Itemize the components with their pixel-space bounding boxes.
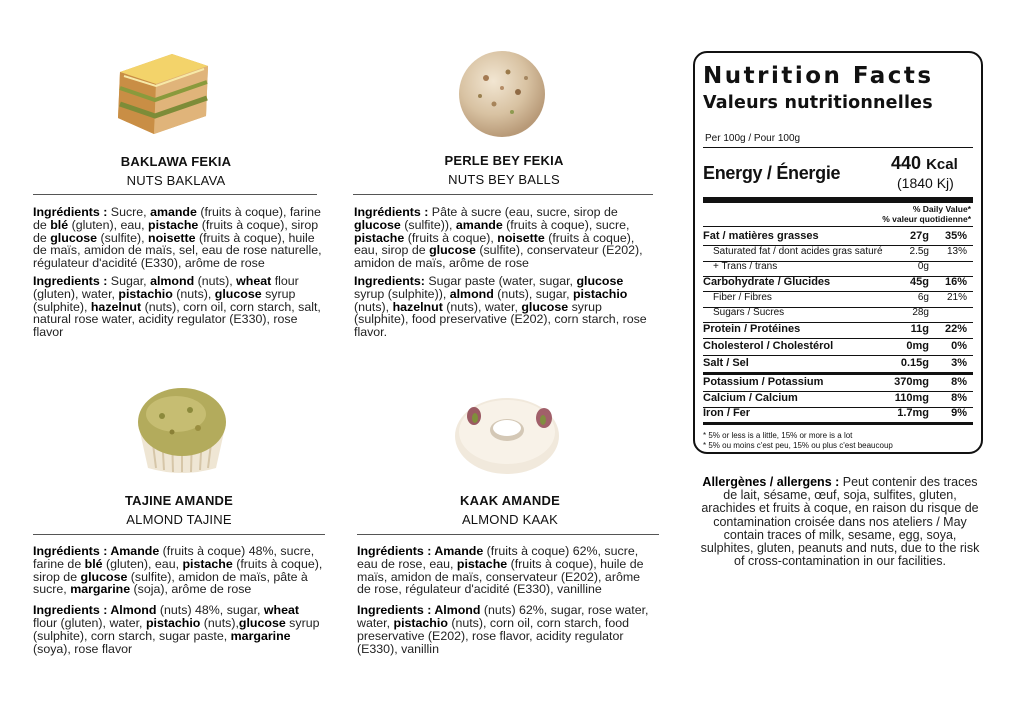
product-tajine <box>49 493 309 527</box>
ingredient-text: (nuts), <box>200 615 239 630</box>
divider <box>33 534 325 535</box>
ingredient-text: syrup (sulphite), food preservative (E202), corn starch, rose flavor. <box>354 299 647 340</box>
nutrient-daily-value: 3% <box>951 357 967 369</box>
ingredient-text: (nuts), <box>354 299 393 314</box>
nutrient-amount: 11g <box>910 323 929 335</box>
ingredient-highlight: pistache <box>354 230 405 245</box>
ingredients-en <box>357 604 653 655</box>
nutrient-daily-value: 9% <box>951 407 967 419</box>
divider <box>353 194 653 195</box>
ingredient-text: flour (gluten), water, <box>33 273 299 301</box>
ingredient-text: Pâte à sucre (eau, sucre, sirop de <box>428 205 618 219</box>
ingredient-text: Sucre, <box>107 205 151 219</box>
ingredient-text: (fruits à coque), sirop de <box>33 217 319 245</box>
ingredient-highlight: hazelnut <box>90 299 142 314</box>
nutrient-label: Potassium / Potassium <box>703 376 824 388</box>
nutrient-label: Sugars / Sucres <box>713 307 785 318</box>
divider <box>703 355 973 356</box>
ingredient-highlight: hazelnut <box>392 299 443 314</box>
ingredient-text: (soja), arôme de rose <box>130 582 252 597</box>
ingredients-block <box>33 545 323 660</box>
nutrition-title-fr: Valeurs nutritionnelles <box>703 93 933 113</box>
ingredient-text: syrup (sulphite), <box>33 286 296 314</box>
nutrient-daily-value: 21% <box>946 292 967 303</box>
product-title: PERLE BEY FEKIA <box>444 153 564 168</box>
nutrient-amount: 1.7mg <box>897 407 929 419</box>
product-title: TAJINE AMANDE <box>124 493 234 508</box>
ingredient-text: (nuts), corn oil, corn starch, salt, natural rose water, acidity regulator (E330), rose flavor <box>33 299 321 340</box>
ingredient-highlight: pistache <box>182 556 233 571</box>
nutrient-row <box>703 340 971 355</box>
product-baklawa <box>46 154 306 188</box>
nutrient-amount: 2.5g <box>909 246 929 257</box>
energy-kcal-value: 440 <box>891 153 922 173</box>
nutrition-facts-panel <box>693 51 983 454</box>
ingredient-text: (sulfite), conservateur (E202), amidon de maïs, arôme de rose <box>354 243 643 271</box>
nutrient-row <box>703 246 971 261</box>
ingredient-highlight: blé <box>84 556 103 571</box>
nutrient-amount: 6g <box>917 292 929 303</box>
daily-value-header-fr: % valeur quotidienne* <box>882 214 971 224</box>
allergen-label: Allergènes / allergens : <box>702 475 840 489</box>
nutrient-amount: 110mg <box>894 392 929 404</box>
ingredient-highlight: glucose <box>214 286 262 301</box>
ingredient-text: (nuts) 62%, sugar, rose water, water, <box>357 603 649 630</box>
ingredient-highlight: pistache <box>148 217 199 232</box>
nutrient-amount: 370mg <box>894 376 929 388</box>
ingredient-text: (fruits à coque), sirop de <box>33 556 323 584</box>
ingredient-text: (nuts), corn oil, corn starch, food preservative (E202), rose flavor, acidity regulator (E330), vanillin <box>357 615 630 656</box>
energy-kcal <box>891 153 958 174</box>
ingredient-text: (fruits à coque) 48%, sucre, farine de <box>33 544 315 571</box>
allergen-text: Peut contenir des traces de lait, sésame, œuf, soja, sulfites, gluten, arachides et fruits à coque, en raison du risque de contamination croisée dans nos ateliers / May contain traces of milk, sesame, egg, soya, sulphites, gluten, peanuts and nuts, due to the risk of cross-contamination in our facilities. <box>700 475 980 569</box>
ingredient-text: (fruits à coque), eau, sirop de <box>354 230 635 258</box>
ingredient-highlight: Ingrédients : <box>33 205 108 219</box>
nutrient-row <box>703 276 971 291</box>
nutrient-label: Cholesterol / Cholestérol <box>703 340 834 352</box>
ingredient-highlight: glucose <box>429 243 476 258</box>
nutrient-amount: 28g <box>912 307 929 318</box>
ingredient-text: (sulfite), <box>97 230 149 245</box>
ingredient-text: flour (gluten), water, <box>33 615 146 630</box>
ingredient-text: (fruits à coque), <box>404 230 498 245</box>
perle-bey-image <box>456 48 548 140</box>
nutrient-row <box>703 392 971 407</box>
ingredient-highlight: noisette <box>497 230 545 245</box>
nutrient-daily-value: 13% <box>946 246 967 257</box>
footnote-fr: * 5% ou moins c'est peu, 15% ou plus c'est beaucoup <box>703 441 893 450</box>
ingredient-highlight: Ingrédients : Amande <box>357 544 484 558</box>
product-title: BAKLAWA FEKIA <box>120 154 232 169</box>
nutrient-daily-value: 35% <box>944 230 967 242</box>
ingredients-en <box>33 604 323 655</box>
nutrient-label: Saturated fat / dont acides gras saturé <box>713 246 883 257</box>
ingredient-highlight: noisette <box>148 230 196 245</box>
ingredient-highlight: blé <box>50 217 69 232</box>
ingredient-text: (nuts), <box>172 286 215 301</box>
ingredients-block <box>354 206 650 344</box>
ingredient-highlight: wheat <box>263 603 300 618</box>
product-subtitle: ALMOND KAAK <box>461 512 559 527</box>
product-perle-bey <box>374 153 634 187</box>
ingredient-highlight: glucose <box>50 230 98 245</box>
nutrient-row <box>703 323 971 338</box>
nutrient-amount: 0mg <box>906 340 929 352</box>
ingredients-fr <box>33 206 323 270</box>
nutrient-label: Fiber / Fibres <box>713 292 772 303</box>
product-kaak <box>380 493 640 527</box>
energy-kj: (1840 Kj) <box>897 175 954 191</box>
nutrient-daily-value: 8% <box>951 376 967 388</box>
nutrient-row <box>703 357 971 372</box>
nutrient-daily-value: 8% <box>951 392 967 404</box>
ingredient-text: (soya), rose flavor <box>33 641 133 656</box>
ingredient-highlight: amande <box>455 217 503 232</box>
product-subtitle: NUTS BAKLAVA <box>126 173 226 188</box>
ingredient-highlight: pistache <box>456 556 508 571</box>
ingredients-block <box>33 206 323 344</box>
ingredient-highlight: almond <box>449 286 494 301</box>
nutrient-amount: 27g <box>910 230 929 242</box>
energy-label: Energy / Énergie <box>703 163 841 183</box>
ingredient-text: syrup (sulphite), corn starch, sugar paste, <box>33 615 320 643</box>
ingredient-text: (fruits à coque), farine de <box>33 205 321 232</box>
nutrient-label: Fat / matières grasses <box>703 230 819 242</box>
divider <box>703 147 973 148</box>
ingredient-highlight: Ingredients : Almond <box>357 603 481 618</box>
ingredients-fr <box>33 545 323 596</box>
divider <box>703 226 973 227</box>
footnote-en: * 5% or less is a little, 15% or more is a lot <box>703 431 853 440</box>
ingredient-text: (nuts) 48%, sugar, <box>156 603 264 618</box>
nutrient-row <box>703 376 971 391</box>
ingredient-text: (sulfite), amidon de maïs, pâte à sucre, <box>33 569 308 597</box>
divider <box>703 422 973 425</box>
ingredient-text: Sugar, <box>107 273 151 288</box>
nutrient-label: Calcium / Calcium <box>703 392 798 404</box>
nutrient-row <box>703 407 971 422</box>
ingredient-highlight: pistachio <box>118 286 173 301</box>
nutrition-title-en: Nutrition Facts <box>703 63 934 89</box>
nutrient-amount: 0g <box>917 261 929 272</box>
ingredient-highlight: Ingredients: <box>354 273 425 288</box>
ingredient-text: (nuts), sugar, <box>493 286 573 301</box>
daily-value-header-en: % Daily Value* <box>912 204 971 214</box>
footnote <box>703 431 893 451</box>
ingredient-highlight: Ingrédients : <box>354 205 429 219</box>
tajine-image <box>132 384 232 476</box>
divider <box>33 194 317 195</box>
nutrient-row <box>703 292 971 307</box>
nutrient-amount: 45g <box>910 276 929 288</box>
daily-value-header <box>882 204 971 224</box>
ingredient-highlight: Ingredients : <box>33 273 108 288</box>
nutrient-row <box>703 307 971 322</box>
divider <box>703 372 973 375</box>
nutrient-row <box>703 261 971 276</box>
energy-kcal-unit: Kcal <box>926 156 958 173</box>
ingredients-fr <box>357 545 653 596</box>
kaak-image <box>452 392 562 476</box>
ingredient-highlight: glucose <box>354 217 401 232</box>
ingredient-text: (sulfite)), <box>400 217 456 232</box>
ingredient-highlight: margarine <box>230 628 291 643</box>
nutrient-daily-value: 0% <box>951 340 967 352</box>
ingredients-block <box>357 545 653 660</box>
ingredient-text: (fruits à coque), huile de maïs, amidon de maïs, conservateur (E202), arôme de rose, régulateur d'acidité (E330), vanilline <box>357 556 644 597</box>
ingredient-highlight: almond <box>150 273 195 288</box>
nutrient-daily-value: 22% <box>944 323 967 335</box>
ingredients-en <box>33 275 323 339</box>
divider <box>703 338 973 339</box>
ingredient-highlight: glucose <box>238 615 286 630</box>
product-title: KAAK AMANDE <box>460 493 560 508</box>
product-subtitle: NUTS BEY BALLS <box>448 172 560 187</box>
ingredient-highlight: glucose <box>80 569 128 584</box>
ingredient-highlight: amande <box>150 205 197 219</box>
ingredient-text: (fruits à coque), huile de maïs, amidon de maïs, sel, eau de rose naturelle, régulateur d'acidité (E330), arôme de rose <box>33 230 322 271</box>
ingredient-highlight: margarine <box>70 582 131 597</box>
allergen-statement <box>700 476 980 568</box>
divider-thick <box>703 197 973 203</box>
nutrient-label: + Trans / trans <box>713 261 778 272</box>
ingredient-highlight: pistachio <box>393 615 448 630</box>
ingredient-highlight: pistachio <box>572 286 628 301</box>
ingredient-text: (gluten), eau, <box>68 217 149 232</box>
nutrient-amount: 0.15g <box>900 357 929 369</box>
ingredients-en <box>354 275 650 339</box>
ingredients-fr <box>354 206 650 270</box>
ingredient-text: (fruits à coque) 62%, sucre, eau de rose, eau, <box>357 544 639 571</box>
nutrient-row <box>703 230 971 245</box>
ingredient-text: (nuts), water, <box>442 299 522 314</box>
ingredient-highlight: wheat <box>236 273 272 288</box>
divider <box>357 534 659 535</box>
nutrient-label: Iron / Fer <box>703 407 751 419</box>
ingredient-highlight: glucose <box>521 299 569 314</box>
ingredient-highlight: Ingrédients : Amande <box>33 544 160 558</box>
ingredient-text: (gluten), eau, <box>102 556 183 571</box>
nutrient-daily-value: 16% <box>944 276 967 288</box>
serving-size: Per 100g / Pour 100g <box>705 133 801 144</box>
ingredient-text: syrup (sulphite)), <box>354 286 450 301</box>
product-subtitle: ALMOND TAJINE <box>126 512 232 527</box>
baklawa-image <box>110 42 216 140</box>
ingredient-text: (fruits à coque), sucre, <box>502 217 630 232</box>
nutrient-label: Protein / Protéines <box>703 323 801 335</box>
ingredient-highlight: pistachio <box>145 615 201 630</box>
ingredient-text: (nuts), <box>194 273 237 288</box>
nutrient-label: Carbohydrate / Glucides <box>703 276 831 288</box>
ingredient-text: Sugar paste (water, sugar, <box>424 273 577 288</box>
ingredient-highlight: glucose <box>576 273 624 288</box>
ingredient-highlight: Ingredients : Almond <box>33 603 157 618</box>
nutrient-label: Salt / Sel <box>703 357 749 369</box>
